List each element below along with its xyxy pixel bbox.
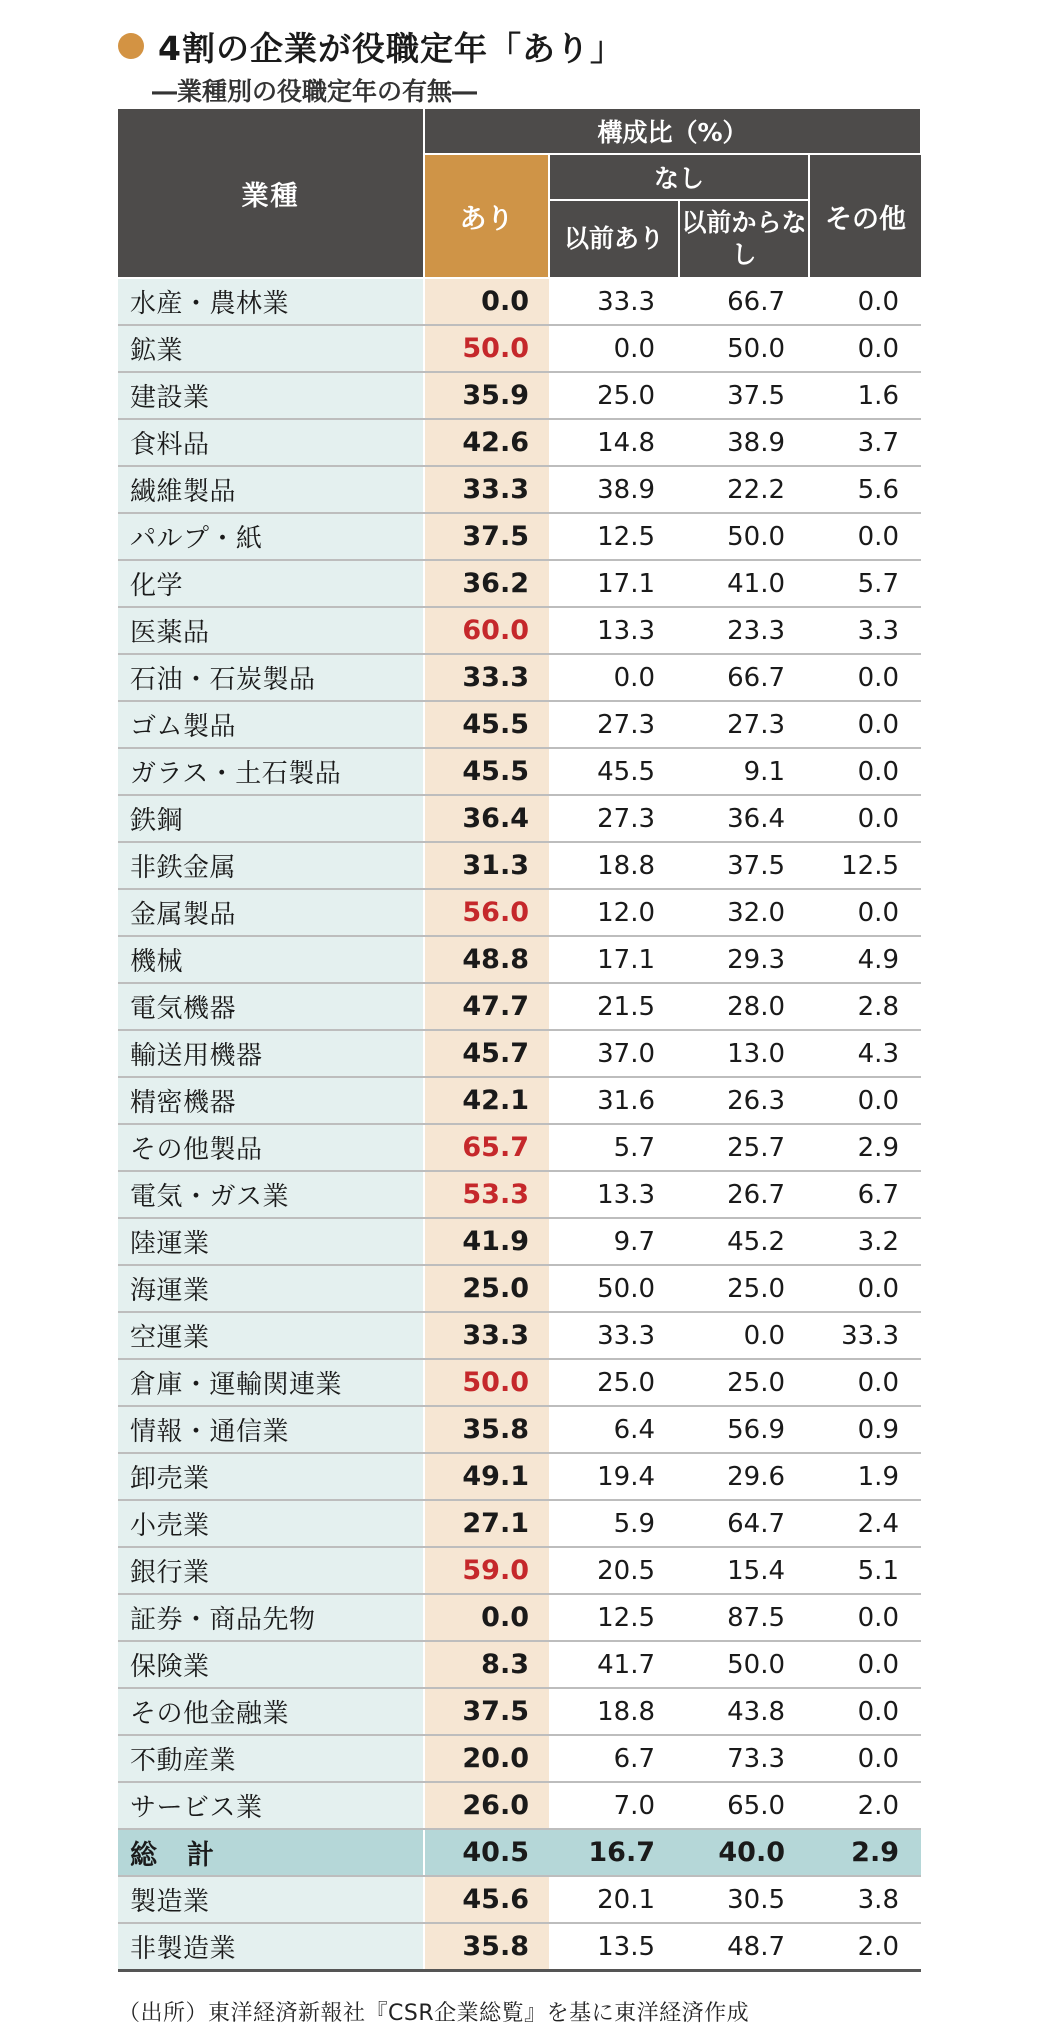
previous-nashi-value: 0.0 — [679, 1312, 809, 1359]
table-row — [118, 1923, 921, 1971]
previous-nashi-value: 87.5 — [679, 1594, 809, 1641]
previous-ari-value: 25.0 — [549, 1359, 679, 1406]
previous-ari-value: 17.1 — [549, 560, 679, 607]
industry-cell: 水産・農林業 — [118, 278, 424, 325]
previous-nashi-value: 56.9 — [679, 1406, 809, 1453]
previous-nashi-value: 64.7 — [679, 1500, 809, 1547]
ari-value: 45.5 — [424, 748, 549, 795]
bullet-dot-icon — [118, 33, 144, 59]
ari-value: 47.7 — [424, 983, 549, 1030]
ari-value: 45.5 — [424, 701, 549, 748]
industry-cell: 電気機器 — [118, 983, 424, 1030]
table-row — [118, 1077, 921, 1124]
previous-nashi-value: 23.3 — [679, 607, 809, 654]
industry-cell: 保険業 — [118, 1641, 424, 1688]
other-value: 6.7 — [809, 1171, 921, 1218]
industry-cell: 不動産業 — [118, 1735, 424, 1782]
ari-value: 56.0 — [424, 889, 549, 936]
industry-cell: 総計 — [118, 1829, 424, 1876]
table-body — [118, 278, 921, 1971]
ari-value: 65.7 — [424, 1124, 549, 1171]
previous-nashi-value: 29.6 — [679, 1453, 809, 1500]
table-row — [118, 889, 921, 936]
table-row — [118, 372, 921, 419]
ari-value: 31.3 — [424, 842, 549, 889]
industry-cell: 食料品 — [118, 419, 424, 466]
other-value: 3.2 — [809, 1218, 921, 1265]
header — [118, 22, 948, 108]
other-value: 3.7 — [809, 419, 921, 466]
table-row — [118, 936, 921, 983]
ari-value: 59.0 — [424, 1547, 549, 1594]
other-value: 0.0 — [809, 701, 921, 748]
previous-ari-value: 14.8 — [549, 419, 679, 466]
source-note: （出所）東洋経済新報社『CSR企業総覧』を基に東洋経済作成 — [118, 2001, 750, 2026]
ari-value: 27.1 — [424, 1500, 549, 1547]
industry-cell: ゴム製品 — [118, 701, 424, 748]
previous-nashi-value: 25.7 — [679, 1124, 809, 1171]
previous-ari-value: 0.0 — [549, 325, 679, 372]
previous-nashi-value: 32.0 — [679, 889, 809, 936]
previous-ari-value: 9.7 — [549, 1218, 679, 1265]
previous-ari-value: 27.3 — [549, 701, 679, 748]
table-row — [118, 513, 921, 560]
ari-value: 35.9 — [424, 372, 549, 419]
other-value: 0.0 — [809, 1077, 921, 1124]
ari-value: 33.3 — [424, 654, 549, 701]
table-row — [118, 1171, 921, 1218]
other-value: 0.0 — [809, 889, 921, 936]
ari-value: 25.0 — [424, 1265, 549, 1312]
previous-ari-value: 6.4 — [549, 1406, 679, 1453]
header-other: その他 — [809, 154, 921, 278]
previous-ari-value: 41.7 — [549, 1641, 679, 1688]
previous-ari-value: 45.5 — [549, 748, 679, 795]
previous-nashi-value: 66.7 — [679, 654, 809, 701]
ari-value: 35.8 — [424, 1406, 549, 1453]
other-value: 0.0 — [809, 1641, 921, 1688]
industry-cell: 輸送用機器 — [118, 1030, 424, 1077]
industry-cell: 証券・商品先物 — [118, 1594, 424, 1641]
other-value: 2.9 — [809, 1829, 921, 1876]
ari-value: 37.5 — [424, 1688, 549, 1735]
industry-cell: 電気・ガス業 — [118, 1171, 424, 1218]
previous-ari-value: 20.1 — [549, 1876, 679, 1923]
other-value: 0.9 — [809, 1406, 921, 1453]
previous-ari-value: 13.3 — [549, 607, 679, 654]
previous-ari-value: 33.3 — [549, 278, 679, 325]
header-previous-ari: 以前あり — [549, 200, 679, 278]
header-composition: 構成比（%） — [424, 108, 921, 154]
industry-cell: その他製品 — [118, 1124, 424, 1171]
industry-cell: 銀行業 — [118, 1547, 424, 1594]
previous-nashi-value: 15.4 — [679, 1547, 809, 1594]
industry-cell: サービス業 — [118, 1782, 424, 1829]
previous-ari-value: 6.7 — [549, 1735, 679, 1782]
header-industry: 業種 — [118, 108, 424, 278]
ari-value: 36.2 — [424, 560, 549, 607]
previous-nashi-value: 36.4 — [679, 795, 809, 842]
ari-value: 49.1 — [424, 1453, 549, 1500]
table-row — [118, 419, 921, 466]
previous-ari-value: 13.3 — [549, 1171, 679, 1218]
previous-nashi-value: 73.3 — [679, 1735, 809, 1782]
industry-cell: 鉄鋼 — [118, 795, 424, 842]
previous-nashi-value: 43.8 — [679, 1688, 809, 1735]
table-row — [118, 1735, 921, 1782]
ari-value: 41.9 — [424, 1218, 549, 1265]
ari-value: 35.8 — [424, 1923, 549, 1971]
previous-nashi-value: 13.0 — [679, 1030, 809, 1077]
previous-nashi-value: 65.0 — [679, 1782, 809, 1829]
header-previous-nashi: 以前からなし — [679, 200, 809, 278]
previous-ari-value: 18.8 — [549, 842, 679, 889]
previous-ari-value: 13.5 — [549, 1923, 679, 1971]
previous-nashi-value: 26.7 — [679, 1171, 809, 1218]
previous-ari-value: 21.5 — [549, 983, 679, 1030]
table-row — [118, 1594, 921, 1641]
previous-ari-value: 33.3 — [549, 1312, 679, 1359]
previous-nashi-value: 50.0 — [679, 1641, 809, 1688]
ari-value: 20.0 — [424, 1735, 549, 1782]
other-value: 0.0 — [809, 1594, 921, 1641]
previous-ari-value: 5.9 — [549, 1500, 679, 1547]
ari-value: 26.0 — [424, 1782, 549, 1829]
ari-value: 0.0 — [424, 1594, 549, 1641]
table-row — [118, 1547, 921, 1594]
other-value: 4.3 — [809, 1030, 921, 1077]
previous-ari-value: 7.0 — [549, 1782, 679, 1829]
previous-nashi-value: 40.0 — [679, 1829, 809, 1876]
table-row — [118, 1406, 921, 1453]
industry-cell: 化学 — [118, 560, 424, 607]
table-row — [118, 466, 921, 513]
previous-ari-value: 31.6 — [549, 1077, 679, 1124]
table-row — [118, 560, 921, 607]
header-ari: あり — [424, 154, 549, 278]
table-row — [118, 278, 921, 325]
other-value: 2.9 — [809, 1124, 921, 1171]
ari-value: 42.1 — [424, 1077, 549, 1124]
other-value: 4.9 — [809, 936, 921, 983]
industry-cell: 非鉄金属 — [118, 842, 424, 889]
previous-ari-value: 16.7 — [549, 1829, 679, 1876]
other-value: 1.6 — [809, 372, 921, 419]
previous-ari-value: 5.7 — [549, 1124, 679, 1171]
previous-nashi-value: 45.2 — [679, 1218, 809, 1265]
industry-cell: ガラス・土石製品 — [118, 748, 424, 795]
other-value: 12.5 — [809, 842, 921, 889]
other-value: 3.8 — [809, 1876, 921, 1923]
table-row — [118, 1124, 921, 1171]
chart-subtitle: ―業種別の役職定年の有無― — [152, 77, 478, 106]
ari-value: 45.6 — [424, 1876, 549, 1923]
previous-ari-value: 18.8 — [549, 1688, 679, 1735]
other-value: 0.0 — [809, 513, 921, 560]
other-value: 0.0 — [809, 1688, 921, 1735]
other-value: 2.0 — [809, 1782, 921, 1829]
previous-ari-value: 19.4 — [549, 1453, 679, 1500]
previous-ari-value: 0.0 — [549, 654, 679, 701]
industry-cell: 海運業 — [118, 1265, 424, 1312]
other-value: 2.4 — [809, 1500, 921, 1547]
industry-cell: 繊維製品 — [118, 466, 424, 513]
industry-cell: 空運業 — [118, 1312, 424, 1359]
previous-ari-value: 27.3 — [549, 795, 679, 842]
previous-ari-value: 20.5 — [549, 1547, 679, 1594]
previous-nashi-value: 28.0 — [679, 983, 809, 1030]
table-row — [118, 607, 921, 654]
ari-value: 33.3 — [424, 466, 549, 513]
header-nashi: なし — [549, 154, 809, 200]
other-value: 0.0 — [809, 1735, 921, 1782]
chart-title: 4割の企業が役職定年「あり」 — [158, 28, 624, 68]
table-row — [118, 1688, 921, 1735]
other-value: 3.3 — [809, 607, 921, 654]
previous-nashi-value: 66.7 — [679, 278, 809, 325]
industry-cell: 情報・通信業 — [118, 1406, 424, 1453]
other-value: 0.0 — [809, 325, 921, 372]
previous-nashi-value: 26.3 — [679, 1077, 809, 1124]
previous-nashi-value: 25.0 — [679, 1359, 809, 1406]
industry-cell: 石油・石炭製品 — [118, 654, 424, 701]
table-row — [118, 1030, 921, 1077]
ari-value: 40.5 — [424, 1829, 549, 1876]
previous-nashi-value: 50.0 — [679, 325, 809, 372]
table-row — [118, 748, 921, 795]
table-row — [118, 654, 921, 701]
industry-cell: 小売業 — [118, 1500, 424, 1547]
previous-nashi-value: 48.7 — [679, 1923, 809, 1971]
previous-ari-value: 50.0 — [549, 1265, 679, 1312]
total-row — [118, 1829, 921, 1876]
other-value: 0.0 — [809, 748, 921, 795]
table-row — [118, 1265, 921, 1312]
industry-cell: 製造業 — [118, 1876, 424, 1923]
table-row — [118, 1218, 921, 1265]
ari-value: 37.5 — [424, 513, 549, 560]
other-value: 33.3 — [809, 1312, 921, 1359]
industry-cell: 機械 — [118, 936, 424, 983]
previous-ari-value: 25.0 — [549, 372, 679, 419]
previous-nashi-value: 30.5 — [679, 1876, 809, 1923]
industry-cell: 卸売業 — [118, 1453, 424, 1500]
table-row — [118, 1782, 921, 1829]
ari-value: 42.6 — [424, 419, 549, 466]
ari-value: 50.0 — [424, 1359, 549, 1406]
previous-nashi-value: 9.1 — [679, 748, 809, 795]
title-row — [118, 22, 948, 70]
table-row — [118, 795, 921, 842]
previous-nashi-value: 37.5 — [679, 372, 809, 419]
industry-cell: 建設業 — [118, 372, 424, 419]
table-row — [118, 325, 921, 372]
table-row — [118, 1359, 921, 1406]
table-row — [118, 1312, 921, 1359]
other-value: 5.7 — [809, 560, 921, 607]
table-row — [118, 842, 921, 889]
industry-cell: 非製造業 — [118, 1923, 424, 1971]
other-value: 0.0 — [809, 1265, 921, 1312]
other-value: 5.6 — [809, 466, 921, 513]
previous-nashi-value: 22.2 — [679, 466, 809, 513]
table-row — [118, 701, 921, 748]
previous-nashi-value: 29.3 — [679, 936, 809, 983]
ari-value: 53.3 — [424, 1171, 549, 1218]
other-value: 2.0 — [809, 1923, 921, 1971]
previous-nashi-value: 25.0 — [679, 1265, 809, 1312]
other-value: 0.0 — [809, 795, 921, 842]
table-row — [118, 1876, 921, 1923]
table-row — [118, 1453, 921, 1500]
ari-value: 8.3 — [424, 1641, 549, 1688]
previous-ari-value: 17.1 — [549, 936, 679, 983]
industry-cell: その他金融業 — [118, 1688, 424, 1735]
previous-ari-value: 12.5 — [549, 1594, 679, 1641]
other-value: 5.1 — [809, 1547, 921, 1594]
previous-nashi-value: 38.9 — [679, 419, 809, 466]
ari-value: 36.4 — [424, 795, 549, 842]
ari-value: 48.8 — [424, 936, 549, 983]
industry-cell: 陸運業 — [118, 1218, 424, 1265]
industry-cell: 医薬品 — [118, 607, 424, 654]
other-value: 0.0 — [809, 278, 921, 325]
data-table — [118, 107, 922, 1972]
previous-ari-value: 12.5 — [549, 513, 679, 560]
industry-cell: 精密機器 — [118, 1077, 424, 1124]
ari-value: 0.0 — [424, 278, 549, 325]
industry-cell: 鉱業 — [118, 325, 424, 372]
ari-value: 45.7 — [424, 1030, 549, 1077]
ari-value: 60.0 — [424, 607, 549, 654]
table-row — [118, 1641, 921, 1688]
industry-cell: 金属製品 — [118, 889, 424, 936]
other-value: 2.8 — [809, 983, 921, 1030]
other-value: 0.0 — [809, 1359, 921, 1406]
ari-value: 33.3 — [424, 1312, 549, 1359]
previous-nashi-value: 37.5 — [679, 842, 809, 889]
table-row — [118, 1500, 921, 1547]
industry-cell: パルプ・紙 — [118, 513, 424, 560]
other-value: 1.9 — [809, 1453, 921, 1500]
previous-nashi-value: 41.0 — [679, 560, 809, 607]
table-row — [118, 983, 921, 1030]
previous-nashi-value: 27.3 — [679, 701, 809, 748]
ari-value: 50.0 — [424, 325, 549, 372]
previous-ari-value: 38.9 — [549, 466, 679, 513]
previous-ari-value: 37.0 — [549, 1030, 679, 1077]
industry-cell: 倉庫・運輸関連業 — [118, 1359, 424, 1406]
other-value: 0.0 — [809, 654, 921, 701]
previous-ari-value: 12.0 — [549, 889, 679, 936]
previous-nashi-value: 50.0 — [679, 513, 809, 560]
